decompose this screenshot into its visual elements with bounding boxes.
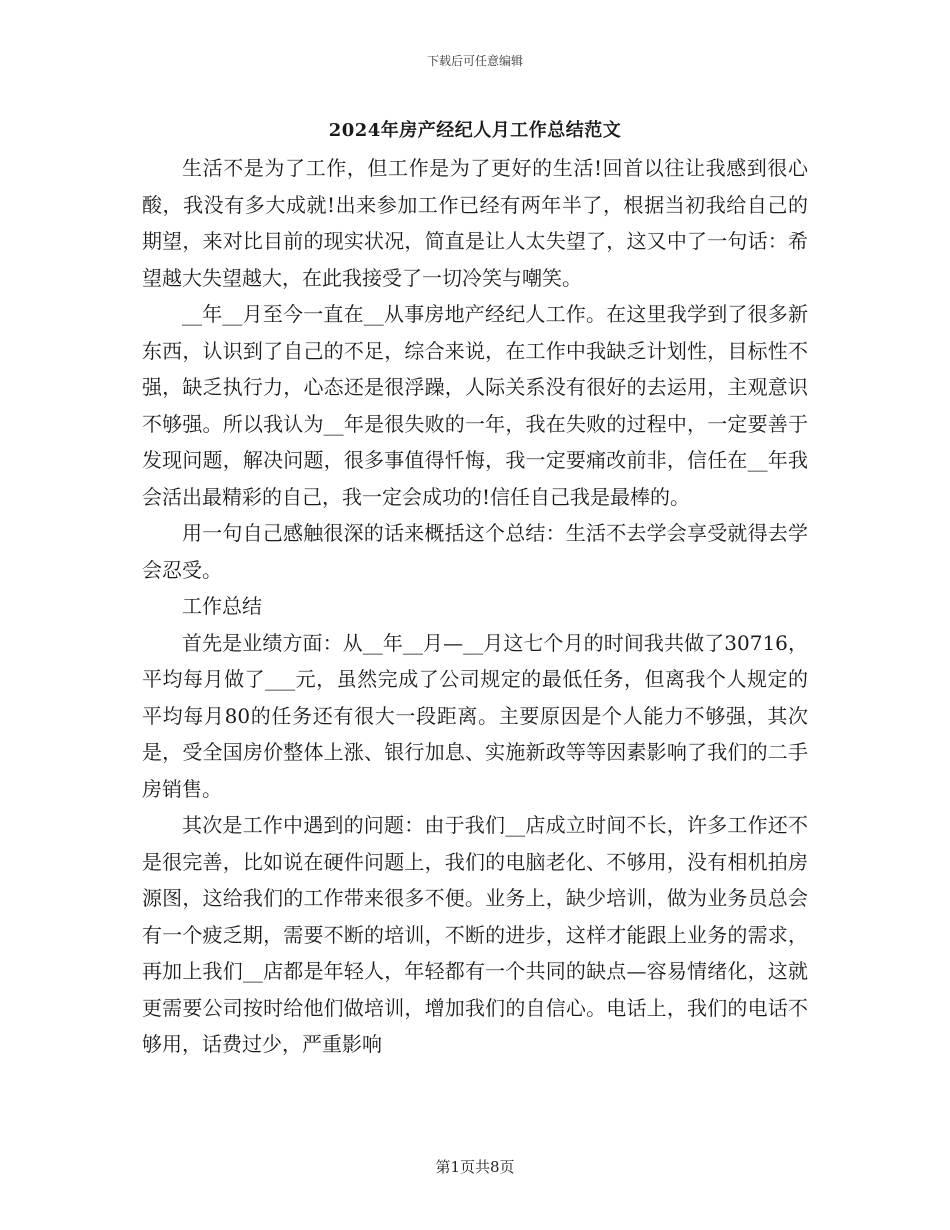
paragraph: 首先是业绩方面：从__年__月—__月这七个月的时间我共做了30716，平均每月做了___元，虽然完成了公司规定的最低任务，但离我个人规定的平均每月80的任务还有很大一段距离。主要原因是个人能力不够强，其次是，受全国房价整体上涨、银行加息、实施新政等等因素影响了我们的二手房销售。 — [142, 630, 808, 801]
paragraph: __年__月至今一直在__从事房地产经纪人工作。在这里我学到了很多新东西，认识到了自己的不足，综合来说，在工作中我缺乏计划性，目标性不强，缺乏执行力，心态还是很浮躁，人际关系没有很好的去运用，主观意识不够强。所以我认为__年是很失败的一年，我在失败的过程中，一定要善于发现问题，解决问题，很多事值得忏悔，我一定要痛改前非，信任在__年我会活出最精彩的自己，我一定会成功的!信任自己我是最棒的。 — [142, 302, 808, 509]
paragraph: 其次是工作中遇到的问题：由于我们__店成立时间不长，许多工作还不是很完善，比如说在硬件问题上，我们的电脑老化、不够用，没有相机拍房源图，这给我们的工作带来很多不便。业务上，缺少培训，做为业务员总会有一个疲乏期，需要不断的培训，不断的进步，这样才能跟上业务的需求，再加上我们__店都是年轻人，年轻都有一个共同的缺点—容易情绪化，这就更需要公司按时给他们做培训，增加我们的自信心。电话上，我们的电话不够用，话费过少，严重影响 — [142, 813, 808, 1056]
document-title: 2024年房产经纪人月工作总结范文 — [328, 120, 622, 141]
paragraph: 用一句自己感触很深的话来概括这个总结：生活不去学会享受就得去学会忍受。 — [142, 521, 808, 582]
section-heading: 工作总结 — [182, 594, 262, 618]
page-number: 第1页共8页 — [435, 1158, 515, 1176]
document-body — [142, 150, 808, 1063]
page-header-note: 下载后可任意编辑 — [426, 54, 523, 68]
paragraph: 生活不是为了工作，但工作是为了更好的生活!回首以往让我感到很心酸，我没有多大成就!出来参加工作已经有两年半了，根据当初我给自己的期望，来对比目前的现实状况，简直是让人太失望了，这又中了一句话：希望越大失望越大，在此我接受了一切冷笑与嘲笑。 — [142, 156, 808, 290]
